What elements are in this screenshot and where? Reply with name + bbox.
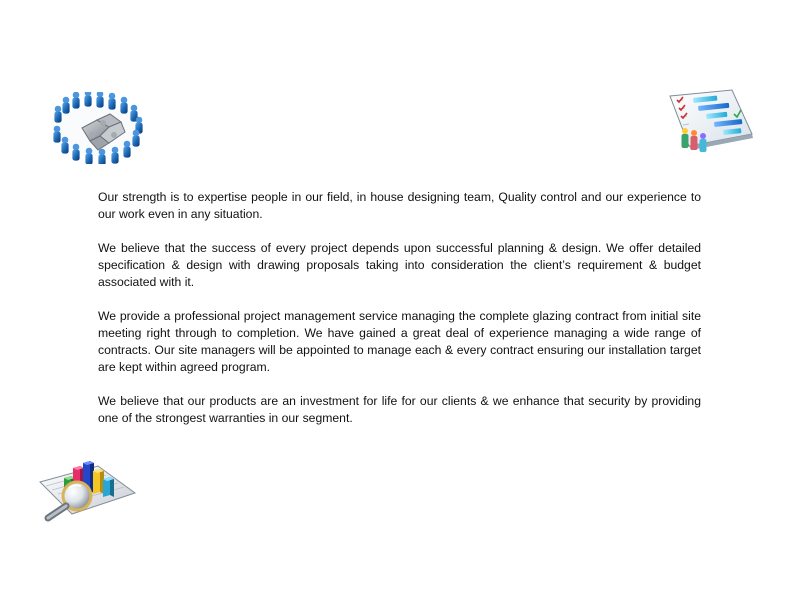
project-management-paragraph: We provide a professional project management service managing the complete glazing contract from initial site meeting right through to completion. We have gained a great deal of experience managing a wide range of contracts. Our site managers will be appointed to manage each & every contract ensuring our installation target are kept within agreed program. — [98, 309, 701, 374]
strength-paragraph: Our strength is to expertise people in our field, in house designing team, Quality control and our experience to our work even in any situation. — [98, 190, 701, 221]
warranty-paragraph: We believe that our products are an investment for life for our clients & we enhance that security by providing one of the strongest warranties in our segment. — [98, 394, 701, 425]
gantt-chart-icon — [662, 88, 756, 156]
magnifier-chart-icon — [34, 448, 138, 530]
body-text — [98, 189, 701, 427]
planning-design-paragraph: We believe that the success of every project depends upon successful planning & design. We offer detailed specification & design with drawing proposals taking into consideration the client’s requirement & budget associated with it. — [98, 241, 701, 289]
team-puzzle-icon — [48, 92, 148, 164]
